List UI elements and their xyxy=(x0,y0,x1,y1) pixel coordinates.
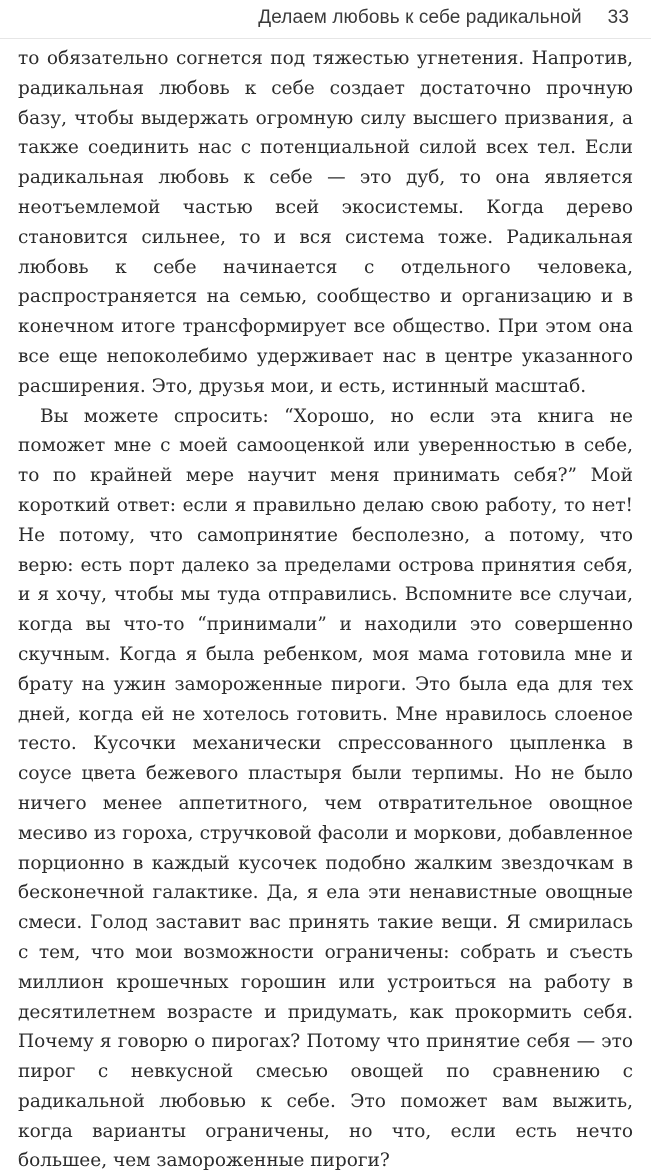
body-text xyxy=(18,44,633,1176)
paragraph: Вы можете спросить: “Хорошо, но если эта книга не поможет мне с моей самооценкой или уверенностью в себе, то по крайней мере научит меня принимать себя?” Мой короткий ответ: если я правильно делаю свою работу, то нет! Не потому, что самопринятие бесполезно, а потому, что верю: есть порт далеко за пределами острова принятия себя, и я хочу, чтобы мы туда отправились. Вспомните все случаи, когда вы что-то “принимали” и находили это совершенно скучным. Когда я была ребенком, моя мама готовила мне и брату на ужин замороженные пироги. Это была еда для тех дней, когда ей не хотелось готовить. Мне нравилось слоеное тесто. Кусочки механически спрессованного цыпленка в соусе цвета бежевого пластыря были терпимы. Но не было ничего менее аппетитного, чем отвратительное овощное месиво из гороха, стручковой фасоли и моркови, добавленное порционно в каждый кусочек подобно жалким звездочкам в бесконечной галактике. Да, я ела эти ненавистные овощные смеси. Голод заставит вас принять такие вещи. Я смирилась с тем, что мои возможности ограничены: собрать и съесть миллион крошечных горошин или устроиться на работу в десятилетнем возрасте и придумать, как прокормить себя. Почему я говорю о пирогах? Потому что принятие себя — это пирог с невкусной смесью овощей по сравнению с радикальной любовью к себе. Это поможет вам выжить, когда варианты ограничены, но что, если есть нечто большее, чем замороженные пироги? xyxy=(18,405,633,1172)
chapter-title: Делаем любовь к себе радикальной xyxy=(258,7,582,28)
paragraph-continuation: то обязательно согнется под тяжестью угнетения. Напротив, радикальная любовь к себе создает достаточно прочную базу, чтобы выдержать огромную силу высшего призвания, а также соединить нас с потенциальной силой всех тел. Если радикальная любовь к себе — это дуб, то она является неотъемлемой частью всей экосистемы. Когда дерево становится сильнее, то и вся система тоже. Радикальная любовь к себе начинается с отдельного человека, распространяется на семью, сообщество и организацию и в конечном итоге трансформирует все общество. При этом она все еще непоколебимо удерживает нас в центре указанного расширения. Это, друзья мои, и есть, истинный масштаб. xyxy=(18,48,633,397)
page-number: 33 xyxy=(607,7,629,28)
header-divider xyxy=(0,38,651,39)
running-header xyxy=(20,4,629,32)
